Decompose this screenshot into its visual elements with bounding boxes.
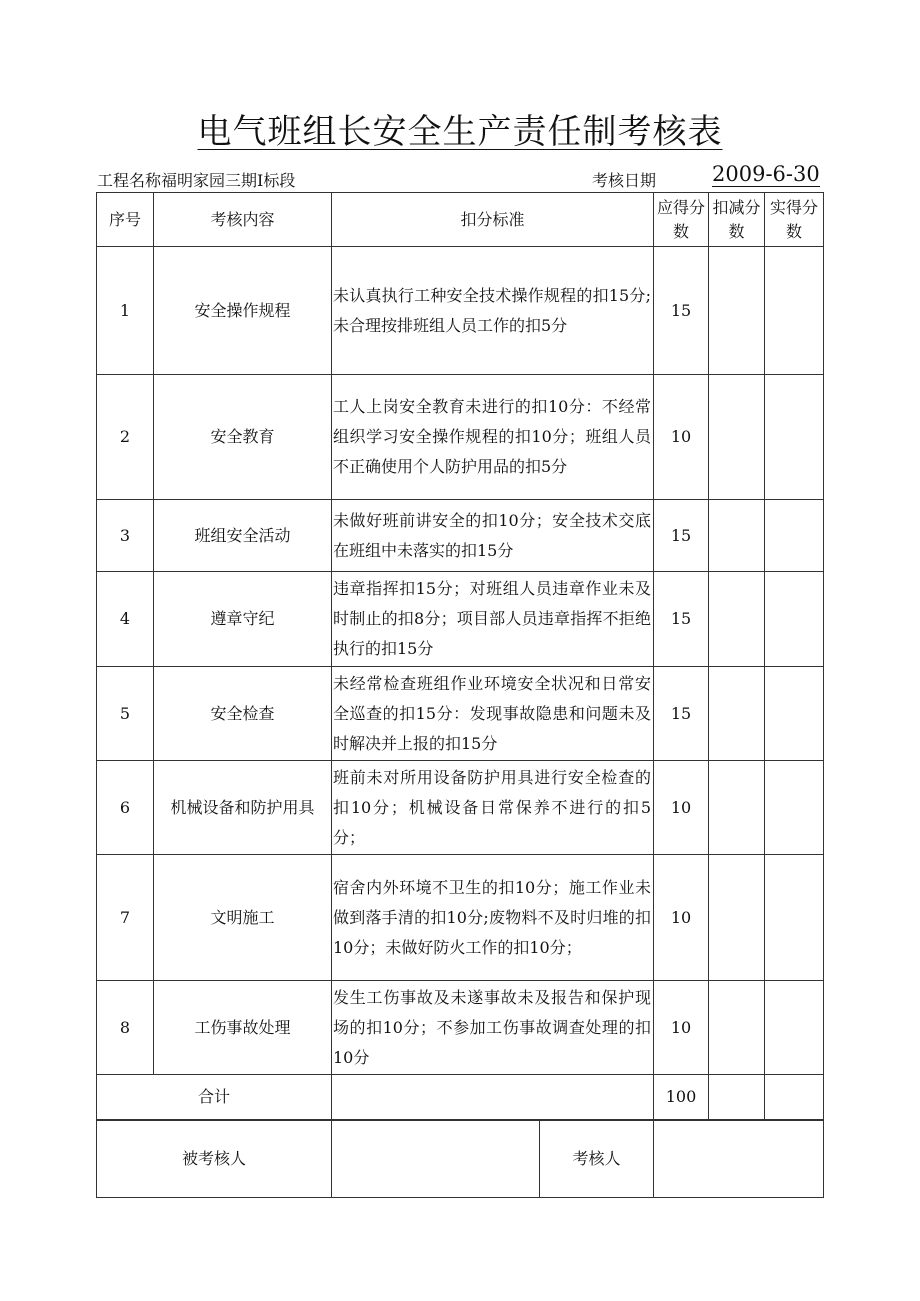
assessee-label: 被考核人 [97,1121,332,1198]
row-due: 15 [654,500,709,572]
header-deduct: 扣减分数 [709,193,765,247]
row-actual [765,500,824,572]
row-actual [765,572,824,667]
row-due: 10 [654,761,709,855]
row-due: 15 [654,667,709,761]
row-deduct [709,981,765,1075]
row-deduct [709,247,765,375]
total-row [97,1075,824,1120]
row-due: 10 [654,855,709,981]
row-actual [765,375,824,500]
row-content: 安全教育 [154,375,332,500]
total-actual [765,1075,824,1120]
header-due: 应得分数 [654,193,709,247]
row-standard: 宿舍内外环境不卫生的扣10分；施工作业未做到落手清的扣10分;废物料不及时归堆的扣10分；未做好防火工作的扣10分； [332,855,654,981]
row-actual [765,761,824,855]
row-due: 10 [654,981,709,1075]
signature-table [96,1120,824,1198]
row-due: 10 [654,375,709,500]
row-content: 工伤事故处理 [154,981,332,1075]
table-row [97,247,824,375]
row-due: 15 [654,247,709,375]
table-row [97,855,824,981]
row-deduct [709,761,765,855]
row-seq: 5 [97,667,154,761]
header-standard: 扣分标准 [332,193,654,247]
row-actual [765,981,824,1075]
row-deduct [709,855,765,981]
row-content: 文明施工 [154,855,332,981]
row-seq: 1 [97,247,154,375]
row-deduct [709,572,765,667]
row-seq: 3 [97,500,154,572]
row-deduct [709,375,765,500]
row-deduct [709,667,765,761]
assessor-label: 考核人 [540,1121,654,1198]
signature-row [97,1121,824,1198]
date-label: 考核日期 [592,171,657,190]
row-actual [765,247,824,375]
assessee-signature-field[interactable] [332,1121,540,1198]
table-row [97,375,824,500]
row-standard: 发生工伤事故及未遂事故未及报告和保护现场的扣10分；不参加工伤事故调查处理的扣10分 [332,981,654,1075]
row-standard: 班前未对所用设备防护用具进行安全检查的扣10分；机械设备日常保养不进行的扣5分； [332,761,654,855]
row-seq: 4 [97,572,154,667]
total-label: 合计 [97,1075,332,1120]
row-due: 15 [654,572,709,667]
table-row [97,667,824,761]
row-content: 遵章守纪 [154,572,332,667]
row-actual [765,667,824,761]
header-seq: 序号 [97,193,154,247]
page-title [0,104,920,153]
row-standard: 违章指挥扣15分；对班组人员违章作业未及时制止的扣8分；项目部人员违章指挥不拒绝执行的扣15分 [332,572,654,667]
row-standard: 未认真执行工种安全技术操作规程的扣15分;未合理按排班组人员工作的扣5分 [332,247,654,375]
row-seq: 8 [97,981,154,1075]
row-content: 安全操作规程 [154,247,332,375]
date-value [712,162,820,186]
row-standard: 未经常检查班组作业环境安全状况和日常安全巡查的扣15分：发现事故隐患和问题未及时解决并上报的扣15分 [332,667,654,761]
header-actual: 实得分数 [765,193,824,247]
row-content: 班组安全活动 [154,500,332,572]
total-deduct [709,1075,765,1120]
assessor-signature-field[interactable] [654,1121,824,1198]
row-standard: 未做好班前讲安全的扣10分；安全技术交底在班组中未落实的扣15分 [332,500,654,572]
total-due: 100 [654,1075,709,1120]
row-actual [765,855,824,981]
row-content: 机械设备和防护用具 [154,761,332,855]
table-row [97,572,824,667]
row-deduct [709,500,765,572]
row-seq: 2 [97,375,154,500]
row-seq: 7 [97,855,154,981]
header-content: 考核内容 [154,193,332,247]
row-content: 安全检查 [154,667,332,761]
row-seq: 6 [97,761,154,855]
assessment-table [96,192,824,1120]
total-standard [332,1075,654,1120]
table-row [97,761,824,855]
row-standard: 工人上岗安全教育未进行的扣10分：不经常组织学习安全操作规程的扣10分；班组人员不正确使用个人防护用品的扣5分 [332,375,654,500]
date-value-text: 2009-6-30 [712,162,820,186]
header-row [97,193,824,247]
title-text: 电气班组长安全生产责任制考核表 [197,112,723,152]
project-name: 工程名称福明家园三期Ⅰ标段 [97,171,296,190]
table-row [97,500,824,572]
table-row [97,981,824,1075]
